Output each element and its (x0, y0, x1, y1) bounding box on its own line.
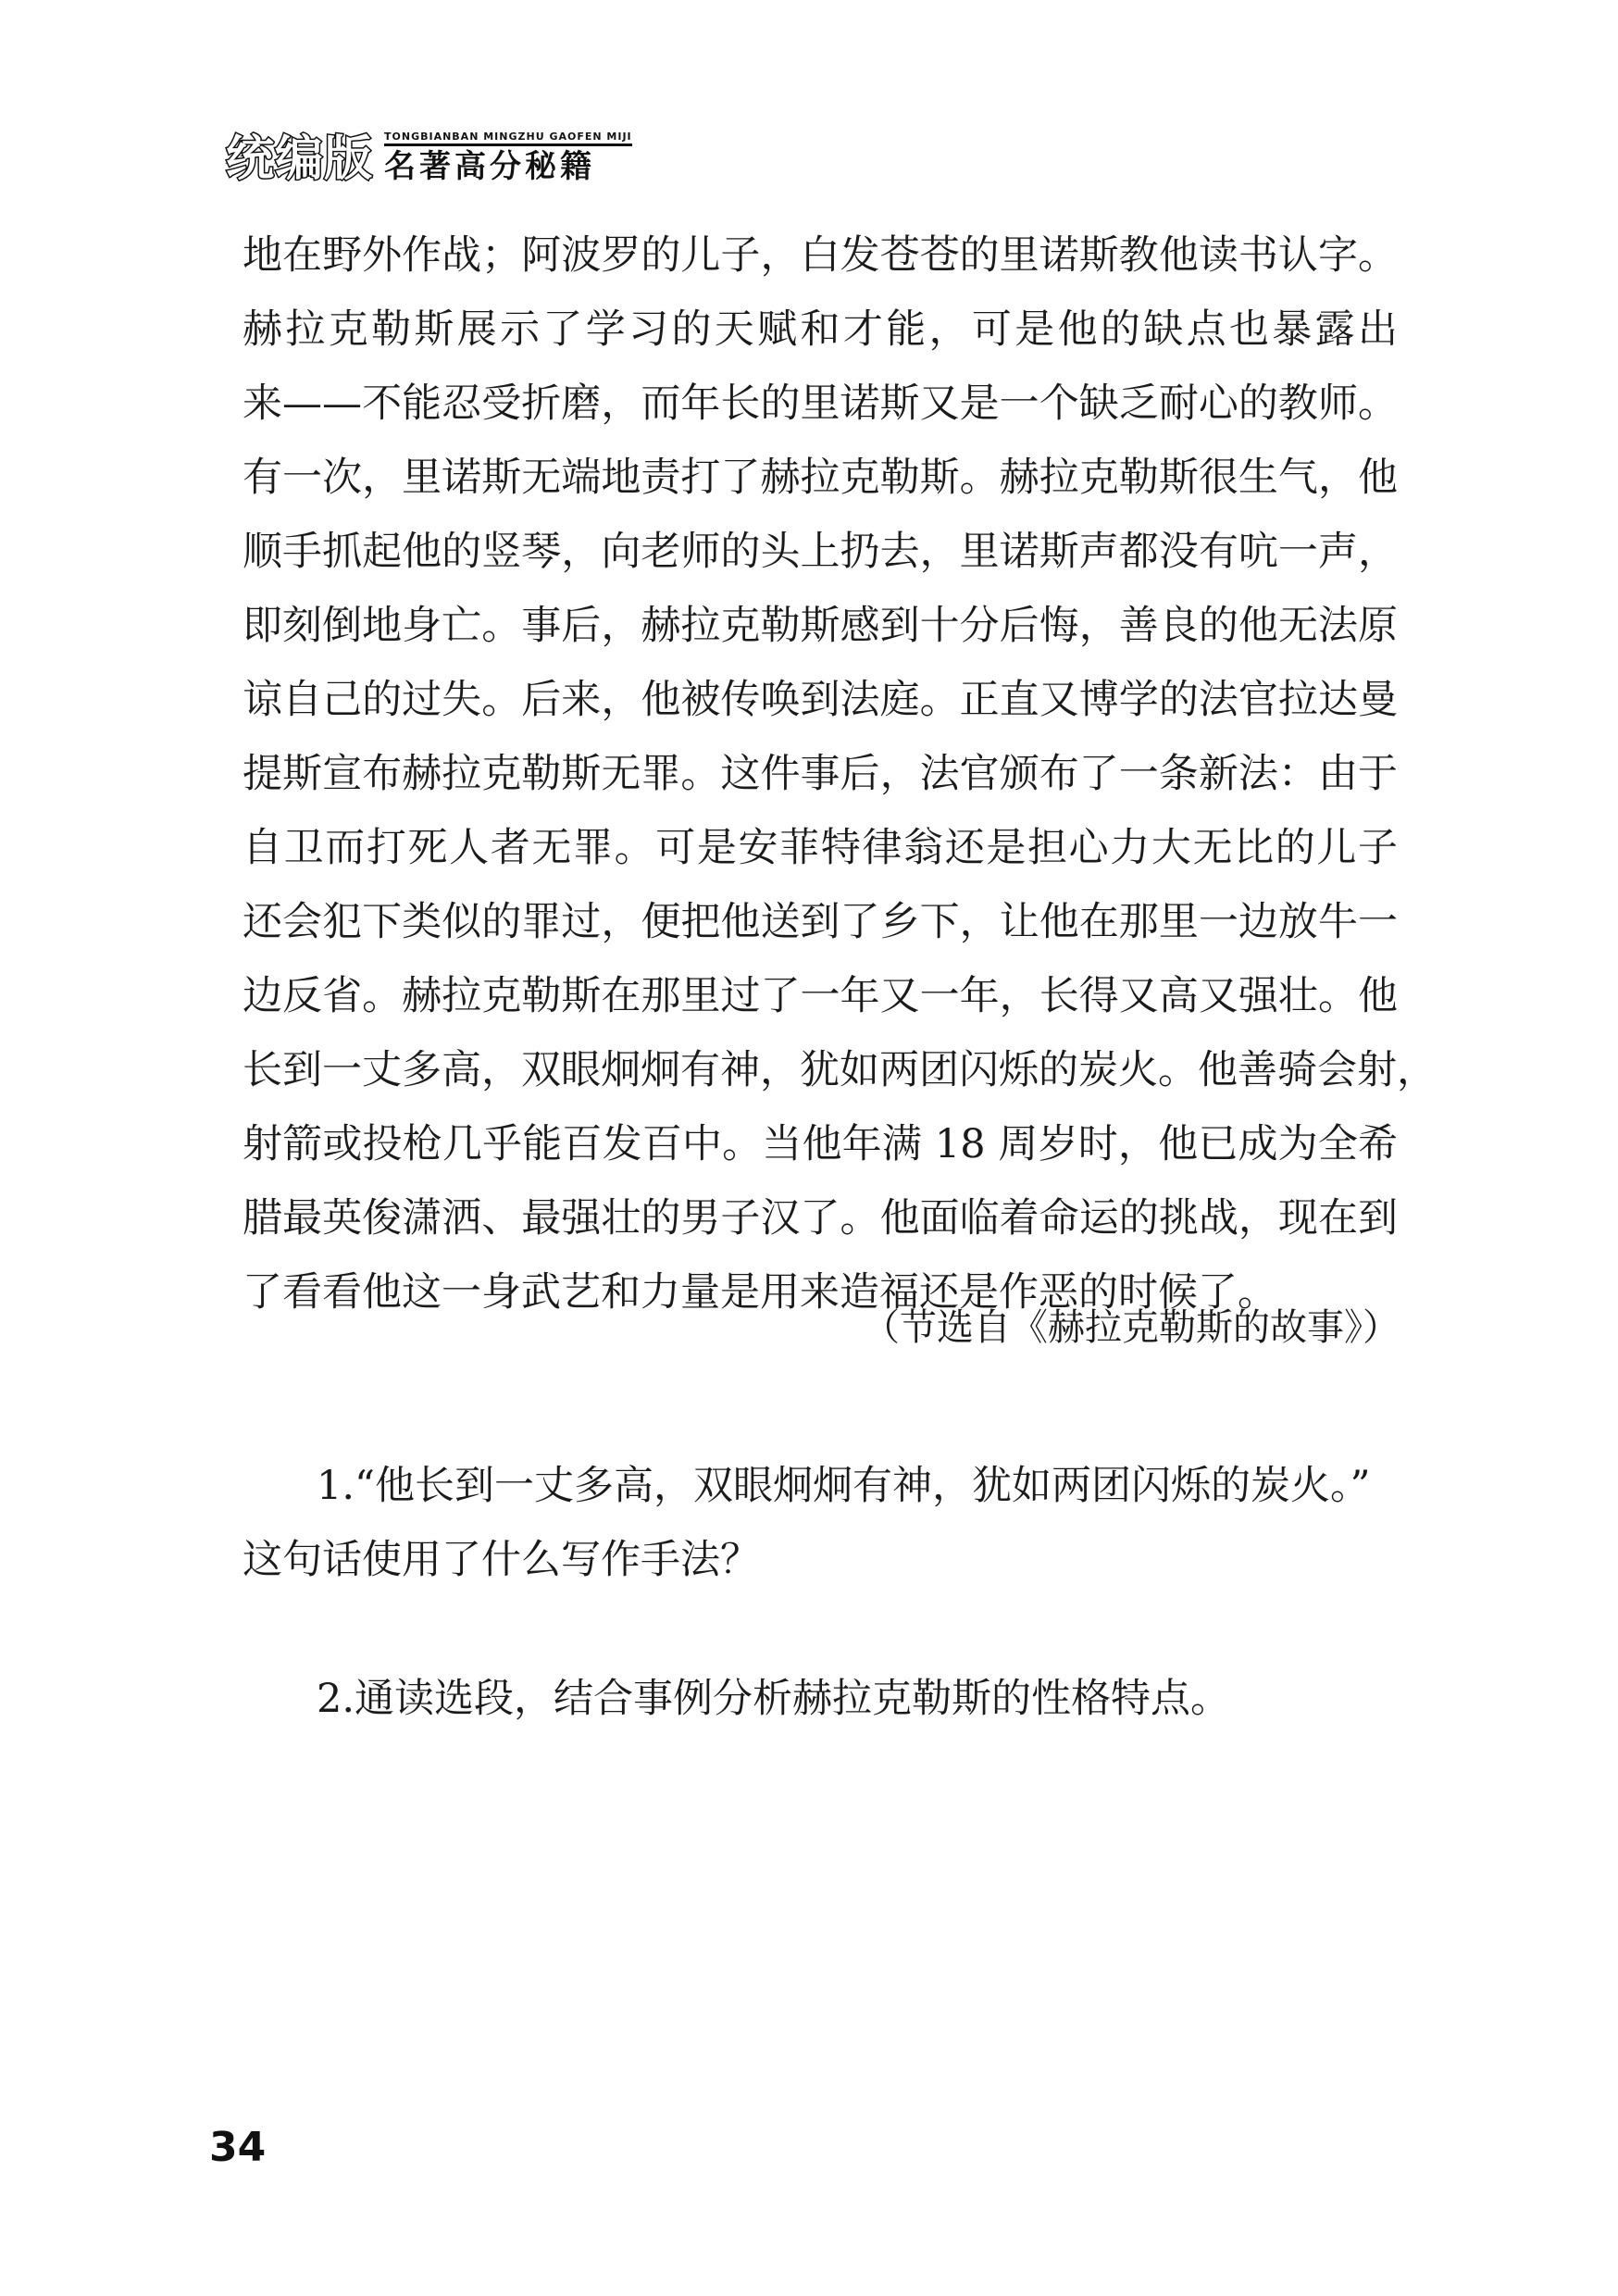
passage-line: 射箭或投枪几乎能百发百中。当他年满 18 周岁时，他已成为全希 (243, 1121, 1398, 1167)
passage-line: 腊最英俊潇洒、最强壮的男子汉了。他面临着命运的挑战，现在到 (243, 1195, 1398, 1242)
passage-line: 了看看他这一身武艺和力量是用来造福还是作恶的时候了。 (243, 1269, 1277, 1316)
question-2 (243, 1662, 1398, 1736)
passage-line: 自卫而打死人者无罪。可是安菲特律翁还是担心力大无比的儿子 (243, 825, 1398, 871)
series-pinyin: TONGBIANBAN MINGZHU GAOFEN MIJI (384, 131, 632, 143)
passage-line: 提斯宣布赫拉克勒斯无罪。这件事后，法官颁布了一条新法：由于 (243, 751, 1398, 797)
question-1-text: 1.“他长到一丈多高，双眼炯炯有神，犹如两团闪烁的炭火。” (317, 1463, 1371, 1509)
question-1 (243, 1449, 1398, 1597)
page-header (222, 122, 632, 187)
passage-line: 谅自己的过失。后来，他被传唤到法庭。正直又博学的法官拉达曼 (243, 677, 1398, 723)
passage-line: 长到一丈多高，双眼炯炯有神，犹如两团闪烁的炭火。他善骑会射， (243, 1047, 1437, 1093)
question-1-continuation: 这句话使用了什么写作手法？ (243, 1537, 760, 1583)
question-2-text: 2.通读选段，结合事例分析赫拉克勒斯的性格特点。 (317, 1676, 1231, 1722)
series-logo: 统编版 (226, 131, 374, 187)
passage-line: 即刻倒地身亡。事后，赫拉克勒斯感到十分后悔，善良的他无法原 (243, 603, 1398, 649)
reading-passage (243, 218, 1437, 1329)
passage-line: 地在野外作战；阿波罗的儿子，白发苍苍的里诺斯教他读书认字。 (243, 232, 1398, 279)
passage-line: 有一次，里诺斯无端地责打了赫拉克勒斯。赫拉克勒斯很生气，他 (243, 455, 1398, 501)
passage-line: 还会犯下类似的罪过，便把他送到了乡下，让他在那里一边放牛一 (243, 899, 1398, 945)
header-title-block (384, 131, 632, 187)
book-title: 名著高分秘籍 (384, 144, 632, 185)
passage-source: （节选自《赫拉克勒斯的故事》） (863, 1306, 1400, 1349)
page-number: 34 (209, 2124, 267, 2171)
passage-line: 来——不能忍受折磨，而年长的里诺斯又是一个缺乏耐心的教师。 (243, 381, 1398, 427)
passage-line: 赫拉克勒斯展示了学习的天赋和才能，可是他的缺点也暴露出 (243, 306, 1398, 353)
passage-line: 顺手抓起他的竖琴，向老师的头上扔去，里诺斯声都没有吭一声， (243, 529, 1398, 575)
passage-line: 边反省。赫拉克勒斯在那里过了一年又一年，长得又高又强壮。他 (243, 973, 1398, 1019)
